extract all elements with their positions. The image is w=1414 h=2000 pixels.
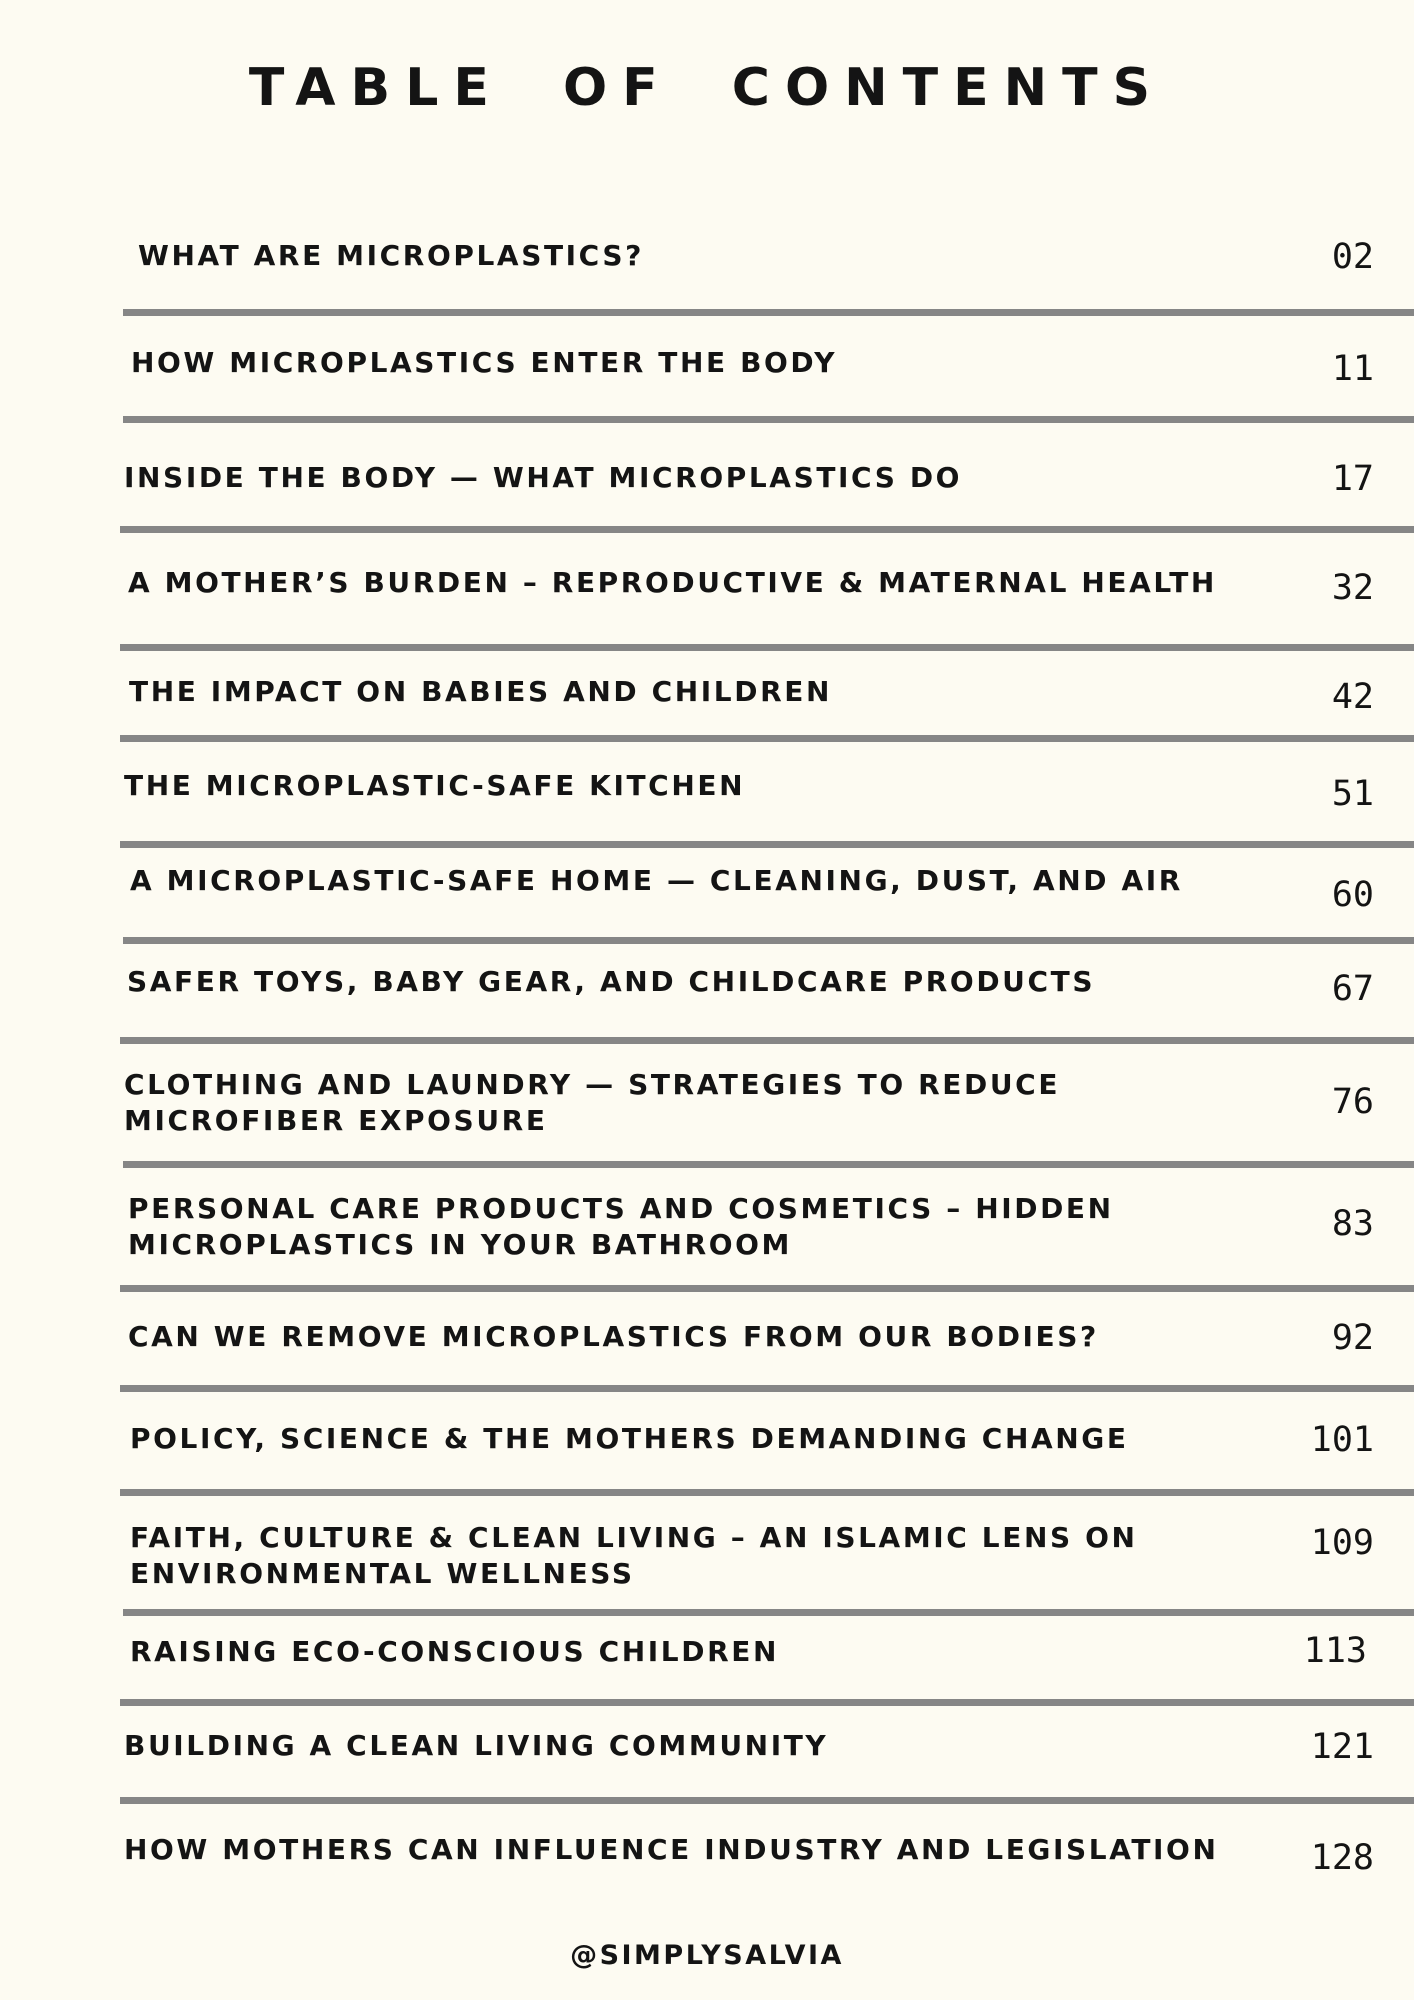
toc-entry-label[interactable]: WHAT ARE MICROPLASTICS? [138, 239, 644, 272]
divider [120, 735, 1414, 742]
page-title: TABLE OF CONTENTS [248, 58, 1166, 118]
toc-entry-page: 113 [1303, 1631, 1367, 1671]
divider [120, 1699, 1414, 1706]
toc-entry-label[interactable]: POLICY, SCIENCE & THE MOTHERS DEMANDING CHANGE [130, 1422, 1129, 1455]
toc-entry-page: 83 [1331, 1204, 1374, 1244]
divider [120, 841, 1414, 848]
toc-entry-label[interactable]: HOW MICROPLASTICS ENTER THE BODY [131, 346, 838, 379]
toc-entry-label[interactable]: A MICROPLASTIC-SAFE HOME — CLEANING, DUST, AND AIR [130, 864, 1183, 897]
toc-entry-label[interactable]: THE MICROPLASTIC-SAFE KITCHEN [124, 769, 746, 802]
toc-entry-label[interactable]: BUILDING A CLEAN LIVING COMMUNITY [124, 1729, 829, 1762]
toc-entry-label-line-2[interactable]: ENVIRONMENTAL WELLNESS [130, 1557, 635, 1590]
author-handle: @SIMPLYSALVIA [570, 1940, 844, 1971]
toc-entry-label-line-2[interactable]: MICROPLASTICS IN YOUR BATHROOM [128, 1228, 793, 1261]
toc-entry-label[interactable]: FAITH, CULTURE & CLEAN LIVING – AN ISLAMIC LENS ON [130, 1521, 1138, 1554]
toc-entry-page: 109 [1310, 1523, 1374, 1563]
toc-entry-label[interactable]: INSIDE THE BODY — WHAT MICROPLASTICS DO [124, 461, 963, 494]
toc-entry-label[interactable]: A MOTHER’S BURDEN – REPRODUCTIVE & MATERNAL HEALTH [128, 566, 1217, 599]
toc-entry-page: 42 [1331, 677, 1374, 717]
divider [120, 1797, 1414, 1804]
divider [120, 1037, 1414, 1044]
toc-entry-label[interactable]: RAISING ECO-CONSCIOUS CHILDREN [130, 1635, 779, 1668]
toc-entry-label[interactable]: PERSONAL CARE PRODUCTS AND COSMETICS – HIDDEN [128, 1192, 1114, 1225]
toc-entry-label[interactable]: CAN WE REMOVE MICROPLASTICS FROM OUR BODIES? [128, 1320, 1099, 1353]
toc-entry-page: 11 [1331, 349, 1374, 389]
divider [123, 937, 1414, 944]
toc-entry-page: 67 [1331, 969, 1374, 1009]
toc-entry-page: 32 [1331, 568, 1374, 608]
toc-entry-page: 51 [1331, 774, 1374, 814]
toc-entry-label[interactable]: SAFER TOYS, BABY GEAR, AND CHILDCARE PRODUCTS [127, 965, 1096, 998]
toc-entry-page: 60 [1331, 875, 1374, 915]
divider [123, 416, 1414, 423]
toc-entry-page: 92 [1331, 1318, 1374, 1358]
toc-entry-page: 17 [1331, 459, 1374, 499]
toc-entry-page: 121 [1310, 1727, 1374, 1767]
toc-entry-page: 02 [1331, 237, 1374, 277]
toc-entry-page: 128 [1310, 1838, 1374, 1878]
divider [123, 1161, 1414, 1168]
divider [123, 309, 1414, 316]
divider [120, 1489, 1414, 1496]
divider [120, 644, 1414, 651]
divider [120, 526, 1414, 533]
divider [123, 1609, 1414, 1616]
toc-entry-page: 101 [1310, 1420, 1374, 1460]
toc-entry-label-line-2[interactable]: MICROFIBER EXPOSURE [124, 1104, 548, 1137]
toc-entry-page: 76 [1331, 1082, 1374, 1122]
divider [120, 1385, 1414, 1392]
toc-entry-label[interactable]: HOW MOTHERS CAN INFLUENCE INDUSTRY AND LEGISLATION [124, 1833, 1219, 1866]
toc-entry-label[interactable]: THE IMPACT ON BABIES AND CHILDREN [129, 675, 833, 708]
toc-entry-label[interactable]: CLOTHING AND LAUNDRY — STRATEGIES TO REDUCE [124, 1068, 1061, 1101]
divider [120, 1285, 1414, 1292]
